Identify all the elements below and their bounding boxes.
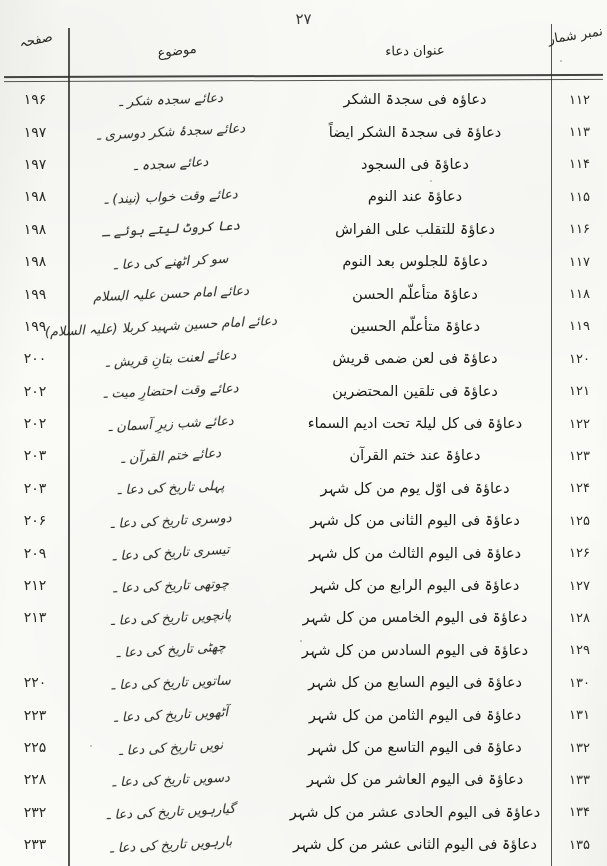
- table-row: [0, 408, 607, 440]
- cell-supplication-title: دعاؤۃ للجلوس بعد النوم: [342, 254, 488, 271]
- cell-supplication-title: دعاؤۃ فی تلقین المحتضرین: [332, 383, 498, 400]
- cell-serial-number: ۱۱۹: [569, 319, 590, 335]
- header-rule-upper: [4, 74, 603, 78]
- cell-page-number: ۲۰۳: [23, 480, 47, 497]
- cell-serial-number: ۱۲۴: [569, 481, 590, 497]
- cell-page-number: ۲۲۵: [23, 740, 47, 756]
- column-header-page: صفحہ: [17, 29, 55, 52]
- table-row: [0, 764, 607, 796]
- cell-serial-number: ۱۲۵: [569, 513, 590, 529]
- table-row: [0, 570, 607, 602]
- cell-page-number: ۲۱۲: [23, 578, 47, 595]
- folio-number: ۲۷: [295, 10, 312, 28]
- column-header-title: عنوان دعاء: [385, 43, 445, 60]
- table-row: [0, 343, 607, 375]
- cell-serial-number: ۱۳۴: [569, 805, 590, 821]
- cell-supplication-title: دعاؤۃ متأعلّم الحسن: [352, 286, 478, 303]
- table-row: [0, 635, 607, 667]
- cell-supplication-title: دعاؤۃ فی الیوم الثالث من کل شہر: [308, 545, 522, 562]
- cell-supplication-title: دعاؤۃ فی لعن ضمی قریش: [332, 351, 498, 368]
- cell-subject-note: چوتھی تاریخ کی دعا ـ: [112, 576, 230, 596]
- cell-page-number: ۲۰۰: [23, 351, 47, 368]
- cell-subject-note: آٹھویں تاریخ کی دعا ـ: [113, 705, 229, 726]
- cell-page-number: ۲۳۳: [23, 837, 47, 854]
- cell-serial-number: ۱۲۲: [569, 416, 590, 432]
- cell-serial-number: ۱۳۱: [569, 708, 590, 724]
- cell-supplication-title: دعاؤۃ فی الیوم الثانی من کل شہر: [310, 513, 520, 530]
- cell-page-number: ۲۲۰: [23, 675, 47, 692]
- table-row: [0, 278, 607, 310]
- cell-serial-number: ۱۳۳: [569, 772, 590, 788]
- table-row: [0, 149, 607, 181]
- cell-page-number: ۲۰۲: [23, 416, 47, 433]
- cell-subject-note: دعا کروٹ لیتے ہوئے ـ: [101, 218, 241, 241]
- cell-subject-note: دعائے وقت احتضارِ میت ـ: [103, 381, 239, 403]
- cell-page-number: ۲۰۲: [23, 383, 47, 400]
- cell-supplication-title: دعاؤۃ فی کل لیلۃ تحت ادیم السماء: [307, 416, 523, 433]
- cell-subject-note: پانچویں تاریخ کی دعا ـ: [110, 607, 232, 629]
- cell-page-number: ۲۰۹: [23, 545, 47, 562]
- cell-supplication-title: دعاؤۃ عند ختم القرآن: [349, 448, 481, 465]
- index-table: [0, 84, 607, 866]
- cell-subject-note: دسویں تاریخ کی دعا ـ: [111, 770, 231, 791]
- cell-supplication-title: دعاؤۃ متأعلّم الحسین: [349, 318, 481, 335]
- cell-subject-note: بارہویں تاریخ کی دعا ـ: [109, 834, 233, 857]
- cell-serial-number: ۱۱۶: [569, 222, 590, 238]
- table-row: [0, 440, 607, 472]
- cell-serial-number: ۱۳۵: [569, 837, 590, 853]
- cell-subject-note: گیارہویں تاریخ کی دعا ـ: [106, 802, 236, 824]
- cell-subject-note: ساتویں تاریخ کی دعا ـ: [111, 673, 231, 694]
- scan-speckle: [300, 640, 302, 642]
- cell-serial-number: ۱۲۰: [569, 351, 590, 367]
- cell-supplication-title: دعاؤۃ فی الیوم السابع من کل شہر: [308, 675, 522, 692]
- cell-subject-note: دعائے لعنت بتانِ قریش ـ: [105, 347, 237, 371]
- cell-supplication-title: دعاؤۃ فی الیوم العاشر من کل شہر: [306, 772, 524, 789]
- column-header-subject: موضوع: [156, 41, 198, 62]
- scan-speckle: [430, 180, 432, 182]
- cell-page-number: ۱۹۷: [23, 124, 47, 141]
- cell-serial-number: ۱۲۷: [569, 578, 590, 594]
- cell-page-number: ۲۲۸: [23, 772, 47, 789]
- table-row: [0, 699, 607, 731]
- cell-subject-note: دعائے سجدۂ شکر دوسری ـ: [96, 121, 246, 144]
- cell-serial-number: ۱۲۸: [569, 610, 590, 626]
- cell-subject-note: دعائے شب زیرِ آسمان ـ: [108, 413, 234, 435]
- table-row: [0, 537, 607, 569]
- table-row: [0, 797, 607, 829]
- cell-serial-number: ۱۱۵: [569, 189, 590, 205]
- cell-subject-note: چھٹی تاریخ کی دعا ـ: [115, 640, 227, 662]
- cell-subject-note: دوسری تاریخ کی دعا ـ: [110, 510, 232, 532]
- cell-serial-number: ۱۱۲: [569, 92, 590, 108]
- cell-supplication-title: دعاؤۃ فی الیوم الرابع من کل شہر: [310, 578, 520, 595]
- cell-subject-note: دعائے وقت خواب (نیند) ـ: [104, 187, 238, 208]
- column-header-serial: نمبر شمار: [547, 24, 604, 48]
- scan-speckle: [120, 300, 122, 302]
- cell-subject-note: سو کر اٹھنے کی دعا ـ: [113, 251, 229, 274]
- table-row: [0, 505, 607, 537]
- cell-serial-number: ۱۳۰: [569, 675, 590, 691]
- cell-supplication-title: دعاؤۃ فی الیوم السادس من کل شہر: [301, 642, 529, 659]
- cell-serial-number: ۱۱۷: [569, 254, 590, 270]
- cell-supplication-title: دعاؤۃ فی الیوم الثامن من کل شہر: [308, 707, 522, 724]
- cell-subject-note: دعائے امام حسین شہید کربلا (علیہ السلام): [44, 314, 278, 341]
- cell-page-number: ۲۱۳: [23, 610, 47, 627]
- cell-serial-number: ۱۱۸: [569, 287, 590, 303]
- table-row: [0, 829, 607, 861]
- cell-supplication-title: دعاؤۃ فی الیوم الحادی عشر من کل شہر: [289, 804, 541, 821]
- table-row: [0, 311, 607, 343]
- cell-page-number: ۱۹۶: [23, 92, 47, 109]
- table-row: [0, 246, 607, 278]
- cell-supplication-title: دعاؤۃ فی سجدۃ الشکر ایضاً: [328, 124, 502, 141]
- cell-page-number: ۲۲۳: [23, 707, 47, 724]
- cell-subject-note: دعائے ختم القرآن ـ: [120, 446, 222, 467]
- cell-subject-note: تیسری تاریخ کی دعا ـ: [112, 542, 230, 565]
- table-row: [0, 376, 607, 408]
- table-row: [0, 214, 607, 246]
- cell-serial-number: ۱۲۳: [569, 448, 590, 464]
- cell-supplication-title: دعاؤۃ فی الیوم الثانی عشر من کل شہر: [293, 837, 537, 854]
- table-row: [0, 116, 607, 148]
- cell-supplication-title: دعاؤۃ فی السجود: [361, 156, 469, 173]
- cell-supplication-title: دعاؤۃ فی الیوم التاسع من کل شہر: [308, 740, 522, 756]
- cell-page-number: ۲۰۶: [23, 513, 47, 530]
- cell-page-number: ۱۹۹: [23, 286, 47, 303]
- scan-speckle: [90, 745, 92, 747]
- cell-page-number: ۱۹۹: [23, 318, 47, 335]
- cell-page-number: ۲۳۲: [23, 804, 47, 821]
- cell-serial-number: ۱۳۲: [569, 740, 590, 756]
- cell-supplication-title: دعاؤۃ للتقلب علی الفراش: [335, 221, 495, 238]
- cell-page-number: ۱۹۸: [23, 189, 47, 206]
- cell-serial-number: ۱۲۶: [569, 546, 590, 562]
- cell-supplication-title: دعاؤۃ فی اوّل یوم من کل شہر: [320, 480, 510, 497]
- cell-serial-number: ۱۱۳: [569, 125, 590, 141]
- cell-page-number: ۱۹۷: [23, 156, 47, 173]
- table-row: [0, 732, 607, 764]
- cell-serial-number: ۱۱۴: [569, 157, 590, 173]
- header-rule-lower: [4, 79, 603, 83]
- cell-supplication-title: دعاؤۃ عند النوم: [367, 189, 463, 206]
- table-row: [0, 667, 607, 699]
- cell-subject-note: دعائے امام حسن علیہ السلام: [92, 283, 250, 306]
- table-row: [0, 473, 607, 505]
- cell-supplication-title: دعاؤہ فی سجدۃ الشکر: [343, 92, 487, 109]
- cell-subject-note: دعائے سجدہ شکر ـ: [118, 90, 224, 110]
- cell-subject-note: نویں تاریخ کی دعا ـ: [118, 737, 224, 759]
- cell-serial-number: ۱۲۱: [569, 384, 590, 400]
- table-row: [0, 84, 607, 116]
- cell-page-number: ۲۰۳: [23, 448, 47, 465]
- scan-speckle: [560, 60, 562, 62]
- cell-page-number: ۱۹۸: [23, 254, 47, 271]
- cell-subject-note: دعائے سجدہ ـ: [133, 155, 209, 175]
- table-row: [0, 602, 607, 634]
- cell-supplication-title: دعاؤۃ فی الیوم الخامس من کل شہر: [302, 610, 528, 627]
- cell-page-number: ۱۹۸: [23, 221, 47, 238]
- cell-subject-note: پہلی تاریخ کی دعا ـ: [117, 479, 225, 499]
- cell-serial-number: ۱۲۹: [569, 643, 590, 659]
- table-row: [0, 181, 607, 213]
